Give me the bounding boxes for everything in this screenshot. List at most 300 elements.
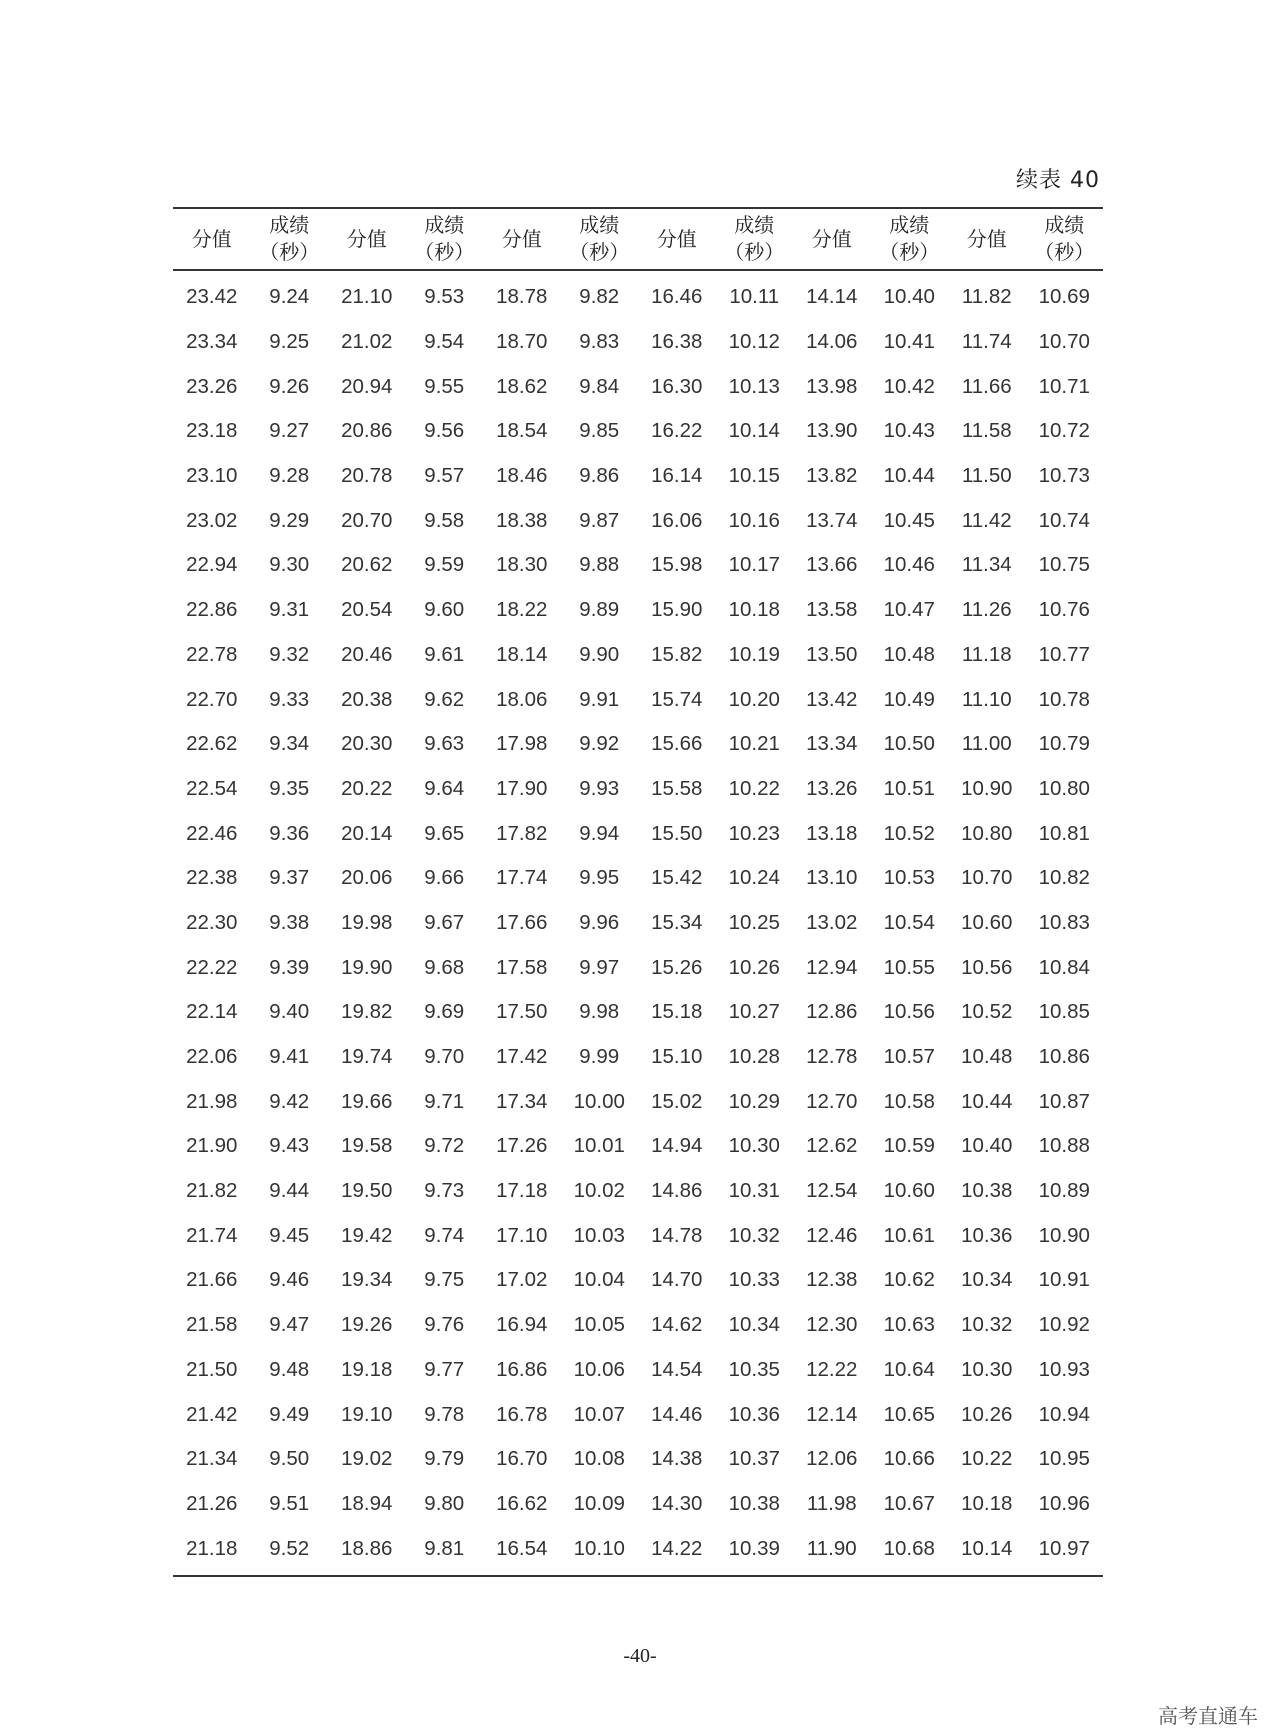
result-cell: 9.42 <box>269 1089 310 1113</box>
score-cell: 23.26 <box>186 374 238 398</box>
header-result-unit: （秒） <box>724 240 785 264</box>
result-cell: 9.53 <box>424 285 465 309</box>
result-cell: 9.38 <box>269 910 310 934</box>
result-cell: 10.49 <box>883 687 935 711</box>
table-row <box>173 856 1103 901</box>
result-cell: 9.78 <box>424 1402 465 1426</box>
score-cell: 17.02 <box>496 1268 548 1292</box>
result-cell: 9.84 <box>579 374 620 398</box>
result-cell: 10.74 <box>1038 508 1090 532</box>
result-cell: 10.95 <box>1038 1447 1090 1471</box>
result-cell: 10.34 <box>728 1313 780 1337</box>
score-cell: 15.02 <box>651 1089 703 1113</box>
result-cell: 10.08 <box>573 1447 625 1471</box>
score-cell: 15.18 <box>651 1000 703 1024</box>
result-cell: 9.86 <box>579 464 620 488</box>
score-cell: 18.94 <box>341 1491 393 1515</box>
result-cell: 10.91 <box>1038 1268 1090 1292</box>
result-cell: 10.12 <box>728 330 780 354</box>
result-cell: 9.45 <box>269 1223 310 1247</box>
result-cell: 9.54 <box>424 330 465 354</box>
score-cell: 18.54 <box>496 419 548 443</box>
result-cell: 10.56 <box>883 1000 935 1024</box>
result-cell: 10.31 <box>728 1179 780 1203</box>
score-cell: 10.36 <box>961 1223 1013 1247</box>
result-cell: 10.16 <box>728 508 780 532</box>
result-cell: 10.22 <box>728 776 780 800</box>
result-cell: 9.87 <box>579 508 620 532</box>
result-cell: 9.93 <box>579 776 620 800</box>
result-cell: 10.25 <box>728 910 780 934</box>
result-cell: 10.06 <box>573 1357 625 1381</box>
result-cell: 9.62 <box>424 687 465 711</box>
score-cell: 21.18 <box>173 1526 251 1576</box>
score-cell: 19.42 <box>341 1223 393 1247</box>
score-cell: 16.30 <box>651 374 703 398</box>
score-cell: 21.26 <box>186 1491 238 1515</box>
result-cell: 10.83 <box>1038 910 1090 934</box>
result-cell: 10.96 <box>1038 1491 1090 1515</box>
score-cell: 15.50 <box>651 821 703 845</box>
result-cell: 10.57 <box>883 1045 935 1069</box>
score-cell: 18.70 <box>496 330 548 354</box>
score-cell: 16.46 <box>651 285 703 309</box>
score-cell: 22.94 <box>186 553 238 577</box>
score-cell: 19.90 <box>341 955 393 979</box>
result-cell: 10.33 <box>728 1268 780 1292</box>
result-cell: 9.81 <box>406 1526 484 1576</box>
score-cell: 21.82 <box>186 1179 238 1203</box>
header-result-unit: （秒） <box>879 240 940 264</box>
result-cell: 10.68 <box>871 1526 949 1576</box>
result-cell: 9.97 <box>579 955 620 979</box>
score-cell: 10.60 <box>961 910 1013 934</box>
result-cell: 9.32 <box>269 642 310 666</box>
score-cell: 17.18 <box>496 1179 548 1203</box>
table-row <box>173 1124 1103 1169</box>
header-result-label: 成绩 <box>889 213 930 237</box>
table-row <box>173 677 1103 722</box>
score-cell: 14.78 <box>651 1223 703 1247</box>
score-cell: 10.30 <box>961 1357 1013 1381</box>
table-row <box>173 543 1103 588</box>
result-cell: 10.72 <box>1038 419 1090 443</box>
score-cell: 19.58 <box>341 1134 393 1158</box>
header-score: 分值 <box>173 208 251 270</box>
score-cell: 21.90 <box>186 1134 238 1158</box>
result-cell: 10.90 <box>1038 1223 1090 1247</box>
score-cell: 16.54 <box>483 1526 561 1576</box>
result-cell: 9.33 <box>269 687 310 711</box>
score-cell: 18.62 <box>496 374 548 398</box>
score-cell: 18.30 <box>496 553 548 577</box>
score-cell: 10.56 <box>961 955 1013 979</box>
header-result-label: 成绩 <box>579 213 620 237</box>
result-cell: 9.77 <box>424 1357 465 1381</box>
result-cell: 9.55 <box>424 374 465 398</box>
score-cell: 16.94 <box>496 1313 548 1337</box>
result-cell: 9.44 <box>269 1179 310 1203</box>
score-cell: 17.50 <box>496 1000 548 1024</box>
result-cell: 10.67 <box>883 1491 935 1515</box>
score-cell: 19.50 <box>341 1179 393 1203</box>
score-cell: 19.66 <box>341 1089 393 1113</box>
score-cell: 22.62 <box>186 732 238 756</box>
watermark: 高考直通车 <box>1158 1704 1258 1728</box>
header-result-label: 成绩 <box>734 213 775 237</box>
score-cell: 22.86 <box>186 598 238 622</box>
score-cell: 20.70 <box>341 508 393 532</box>
score-cell: 22.30 <box>186 910 238 934</box>
result-cell: 9.73 <box>424 1179 465 1203</box>
score-cell: 21.42 <box>186 1402 238 1426</box>
score-cell: 15.26 <box>651 955 703 979</box>
result-cell: 10.64 <box>883 1357 935 1381</box>
score-cell: 13.74 <box>806 508 858 532</box>
score-cell: 10.48 <box>961 1045 1013 1069</box>
score-cell: 14.86 <box>651 1179 703 1203</box>
result-cell: 9.89 <box>579 598 620 622</box>
score-cell: 17.34 <box>496 1089 548 1113</box>
score-cell: 14.94 <box>651 1134 703 1158</box>
score-cell: 18.22 <box>496 598 548 622</box>
score-cell: 23.34 <box>186 330 238 354</box>
score-cell: 13.42 <box>806 687 858 711</box>
score-cell: 18.46 <box>496 464 548 488</box>
score-cell: 10.22 <box>961 1447 1013 1471</box>
result-cell: 10.05 <box>573 1313 625 1337</box>
result-cell: 9.31 <box>269 598 310 622</box>
result-cell: 10.73 <box>1038 464 1090 488</box>
score-cell: 16.38 <box>651 330 703 354</box>
header-score: 分值 <box>948 208 1026 270</box>
result-cell: 10.17 <box>728 553 780 577</box>
score-cell: 23.42 <box>186 285 238 309</box>
result-cell: 10.65 <box>883 1402 935 1426</box>
score-cell: 22.06 <box>186 1045 238 1069</box>
score-cell: 18.86 <box>328 1526 406 1576</box>
score-cell: 22.70 <box>186 687 238 711</box>
result-cell: 9.57 <box>424 464 465 488</box>
table-row <box>173 1482 1103 1527</box>
score-cell: 11.10 <box>961 687 1012 711</box>
score-cell: 20.54 <box>341 598 393 622</box>
header-result <box>1026 208 1104 270</box>
header-score: 分值 <box>793 208 871 270</box>
result-cell: 10.54 <box>883 910 935 934</box>
score-cell: 11.58 <box>961 419 1012 443</box>
result-cell: 9.66 <box>424 866 465 890</box>
score-cell: 13.26 <box>806 776 858 800</box>
score-cell: 11.66 <box>961 374 1012 398</box>
page-number: -40- <box>623 1645 657 1667</box>
header-result-unit: （秒） <box>259 240 320 264</box>
result-cell: 10.39 <box>716 1526 794 1576</box>
score-cell: 20.30 <box>341 732 393 756</box>
result-cell: 9.24 <box>269 285 310 309</box>
result-cell: 9.75 <box>424 1268 465 1292</box>
score-cell: 14.54 <box>651 1357 703 1381</box>
header-result <box>561 208 639 270</box>
score-cell: 13.18 <box>806 821 858 845</box>
result-cell: 10.53 <box>883 866 935 890</box>
table-row <box>173 1303 1103 1348</box>
table-row <box>173 498 1103 543</box>
score-cell: 22.14 <box>186 1000 238 1024</box>
result-cell: 10.24 <box>728 866 780 890</box>
score-cell: 17.58 <box>496 955 548 979</box>
result-cell: 10.42 <box>883 374 935 398</box>
result-cell: 10.21 <box>728 732 780 756</box>
table-caption: 续表 40 <box>1016 168 1100 193</box>
score-cell: 21.02 <box>341 330 393 354</box>
header-score: 分值 <box>328 208 406 270</box>
score-cell: 19.02 <box>341 1447 393 1471</box>
score-cell: 11.42 <box>961 508 1012 532</box>
result-cell: 10.41 <box>883 330 935 354</box>
result-cell: 10.29 <box>728 1089 780 1113</box>
table-row <box>173 409 1103 454</box>
score-cell: 18.78 <box>496 285 548 309</box>
score-cell: 13.02 <box>806 910 858 934</box>
score-cell: 15.58 <box>651 776 703 800</box>
score-cell: 11.74 <box>961 330 1012 354</box>
result-cell: 10.80 <box>1038 776 1090 800</box>
score-cell: 15.66 <box>651 732 703 756</box>
result-cell: 10.75 <box>1038 553 1090 577</box>
table-row <box>173 270 1103 320</box>
score-cell: 20.06 <box>341 866 393 890</box>
result-cell: 10.10 <box>561 1526 639 1576</box>
result-cell: 9.69 <box>424 1000 465 1024</box>
result-cell: 9.47 <box>269 1313 310 1337</box>
score-cell: 14.46 <box>651 1402 703 1426</box>
score-cell: 12.70 <box>806 1089 858 1113</box>
result-cell: 10.69 <box>1038 285 1090 309</box>
result-cell: 10.15 <box>728 464 780 488</box>
score-cell: 19.18 <box>341 1357 393 1381</box>
header-result-label: 成绩 <box>1044 213 1085 237</box>
score-cell: 19.98 <box>341 910 393 934</box>
result-cell: 10.66 <box>883 1447 935 1471</box>
score-cell: 13.90 <box>806 419 858 443</box>
result-cell: 9.49 <box>269 1402 310 1426</box>
table-body <box>173 270 1103 1576</box>
header-result-unit: （秒） <box>1034 240 1095 264</box>
score-cell: 21.50 <box>186 1357 238 1381</box>
score-cell: 22.46 <box>186 821 238 845</box>
result-cell: 10.58 <box>883 1089 935 1113</box>
score-cell: 10.18 <box>961 1491 1013 1515</box>
result-cell: 9.92 <box>579 732 620 756</box>
score-cell: 10.26 <box>961 1402 1013 1426</box>
score-cell: 13.66 <box>806 553 858 577</box>
score-cell: 16.78 <box>496 1402 548 1426</box>
score-cell: 16.70 <box>496 1447 548 1471</box>
header-result-label: 成绩 <box>424 213 465 237</box>
table-row <box>173 1213 1103 1258</box>
score-cell: 17.10 <box>496 1223 548 1247</box>
score-cell: 20.86 <box>341 419 393 443</box>
score-cell: 21.58 <box>186 1313 238 1337</box>
result-cell: 10.81 <box>1038 821 1090 845</box>
result-cell: 10.50 <box>883 732 935 756</box>
result-cell: 10.55 <box>883 955 935 979</box>
result-cell: 10.38 <box>728 1491 780 1515</box>
result-cell: 9.99 <box>579 1045 620 1069</box>
score-cell: 22.38 <box>186 866 238 890</box>
score-cell: 10.90 <box>961 776 1013 800</box>
table-row <box>173 454 1103 499</box>
table-row <box>173 901 1103 946</box>
score-cell: 23.10 <box>186 464 238 488</box>
header-result <box>406 208 484 270</box>
result-cell: 10.85 <box>1038 1000 1090 1024</box>
score-cell: 12.78 <box>806 1045 858 1069</box>
score-cell: 10.70 <box>961 866 1013 890</box>
score-cell: 20.14 <box>341 821 393 845</box>
score-cell: 19.26 <box>341 1313 393 1337</box>
result-cell: 10.89 <box>1038 1179 1090 1203</box>
score-cell: 15.10 <box>651 1045 703 1069</box>
result-cell: 9.85 <box>579 419 620 443</box>
result-cell: 10.78 <box>1038 687 1090 711</box>
result-cell: 9.79 <box>424 1447 465 1471</box>
result-cell: 10.18 <box>728 598 780 622</box>
result-cell: 9.59 <box>424 553 465 577</box>
result-cell: 10.23 <box>728 821 780 845</box>
result-cell: 9.91 <box>579 687 620 711</box>
score-cell: 21.10 <box>341 285 393 309</box>
score-cell: 12.30 <box>806 1313 858 1337</box>
score-cell: 17.82 <box>496 821 548 845</box>
result-cell: 10.00 <box>573 1089 625 1113</box>
result-cell: 9.27 <box>269 419 310 443</box>
result-cell: 10.44 <box>883 464 935 488</box>
result-cell: 9.90 <box>579 642 620 666</box>
result-cell: 9.71 <box>424 1089 465 1113</box>
score-cell: 10.38 <box>961 1179 1013 1203</box>
score-cell: 14.62 <box>651 1313 703 1337</box>
score-cell: 10.14 <box>948 1526 1026 1576</box>
score-cell: 10.44 <box>961 1089 1013 1113</box>
result-cell: 10.76 <box>1038 598 1090 622</box>
score-cell: 19.10 <box>341 1402 393 1426</box>
result-cell: 10.77 <box>1038 642 1090 666</box>
score-cell: 10.34 <box>961 1268 1013 1292</box>
score-table <box>173 207 1103 1577</box>
result-cell: 10.43 <box>883 419 935 443</box>
table-header <box>173 208 1103 270</box>
result-cell: 9.48 <box>269 1357 310 1381</box>
result-cell: 9.95 <box>579 866 620 890</box>
table-row <box>173 1079 1103 1124</box>
score-cell: 12.54 <box>806 1179 858 1203</box>
header-result-unit: （秒） <box>569 240 630 264</box>
result-cell: 9.96 <box>579 910 620 934</box>
score-cell: 23.02 <box>186 508 238 532</box>
result-cell: 10.32 <box>728 1223 780 1247</box>
score-cell: 18.38 <box>496 508 548 532</box>
result-cell: 9.37 <box>269 866 310 890</box>
score-cell: 10.52 <box>961 1000 1013 1024</box>
table-row <box>173 945 1103 990</box>
score-cell: 11.90 <box>793 1526 871 1576</box>
result-cell: 9.76 <box>424 1313 465 1337</box>
result-cell: 10.45 <box>883 508 935 532</box>
result-cell: 9.50 <box>269 1447 310 1471</box>
result-cell: 10.02 <box>573 1179 625 1203</box>
result-cell: 10.71 <box>1038 374 1090 398</box>
result-cell: 10.11 <box>729 285 780 309</box>
result-cell: 10.27 <box>728 1000 780 1024</box>
result-cell: 9.70 <box>424 1045 465 1069</box>
score-cell: 22.54 <box>186 776 238 800</box>
result-cell: 10.30 <box>728 1134 780 1158</box>
header-result <box>871 208 949 270</box>
score-cell: 11.18 <box>961 642 1012 666</box>
score-cell: 10.80 <box>961 821 1013 845</box>
result-cell: 10.01 <box>573 1134 625 1158</box>
result-cell: 10.07 <box>573 1402 625 1426</box>
score-cell: 15.82 <box>651 642 703 666</box>
score-cell: 20.38 <box>341 687 393 711</box>
score-cell: 15.90 <box>651 598 703 622</box>
result-cell: 10.52 <box>883 821 935 845</box>
score-cell: 20.62 <box>341 553 393 577</box>
table-row <box>173 1348 1103 1393</box>
score-cell: 11.98 <box>806 1491 857 1515</box>
score-cell: 17.66 <box>496 910 548 934</box>
table-row <box>173 1258 1103 1303</box>
result-cell: 10.94 <box>1038 1402 1090 1426</box>
score-cell: 23.18 <box>186 419 238 443</box>
result-cell: 10.88 <box>1038 1134 1090 1158</box>
score-cell: 20.22 <box>341 776 393 800</box>
table-row <box>173 767 1103 812</box>
result-cell: 10.13 <box>728 374 780 398</box>
result-cell: 9.68 <box>424 955 465 979</box>
table-row <box>173 633 1103 678</box>
score-cell: 21.74 <box>186 1223 238 1247</box>
result-cell: 9.98 <box>579 1000 620 1024</box>
score-cell: 12.06 <box>806 1447 858 1471</box>
result-cell: 9.39 <box>269 955 310 979</box>
score-cell: 17.42 <box>496 1045 548 1069</box>
score-cell: 12.94 <box>806 955 858 979</box>
score-cell: 17.74 <box>496 866 548 890</box>
result-cell: 10.82 <box>1038 866 1090 890</box>
score-cell: 21.66 <box>186 1268 238 1292</box>
table-row <box>173 1169 1103 1214</box>
result-cell: 10.59 <box>883 1134 935 1158</box>
result-cell: 10.63 <box>883 1313 935 1337</box>
result-cell: 10.51 <box>883 776 935 800</box>
result-cell: 9.82 <box>579 285 620 309</box>
result-cell: 9.58 <box>424 508 465 532</box>
result-cell: 10.70 <box>1038 330 1090 354</box>
result-cell: 9.34 <box>269 732 310 756</box>
result-cell: 10.46 <box>883 553 935 577</box>
result-cell: 10.60 <box>883 1179 935 1203</box>
header-result <box>251 208 329 270</box>
score-cell: 19.82 <box>341 1000 393 1024</box>
score-cell: 13.82 <box>806 464 858 488</box>
result-cell: 9.30 <box>269 553 310 577</box>
table-row <box>173 1035 1103 1080</box>
score-cell: 10.32 <box>961 1313 1013 1337</box>
result-cell: 9.94 <box>579 821 620 845</box>
